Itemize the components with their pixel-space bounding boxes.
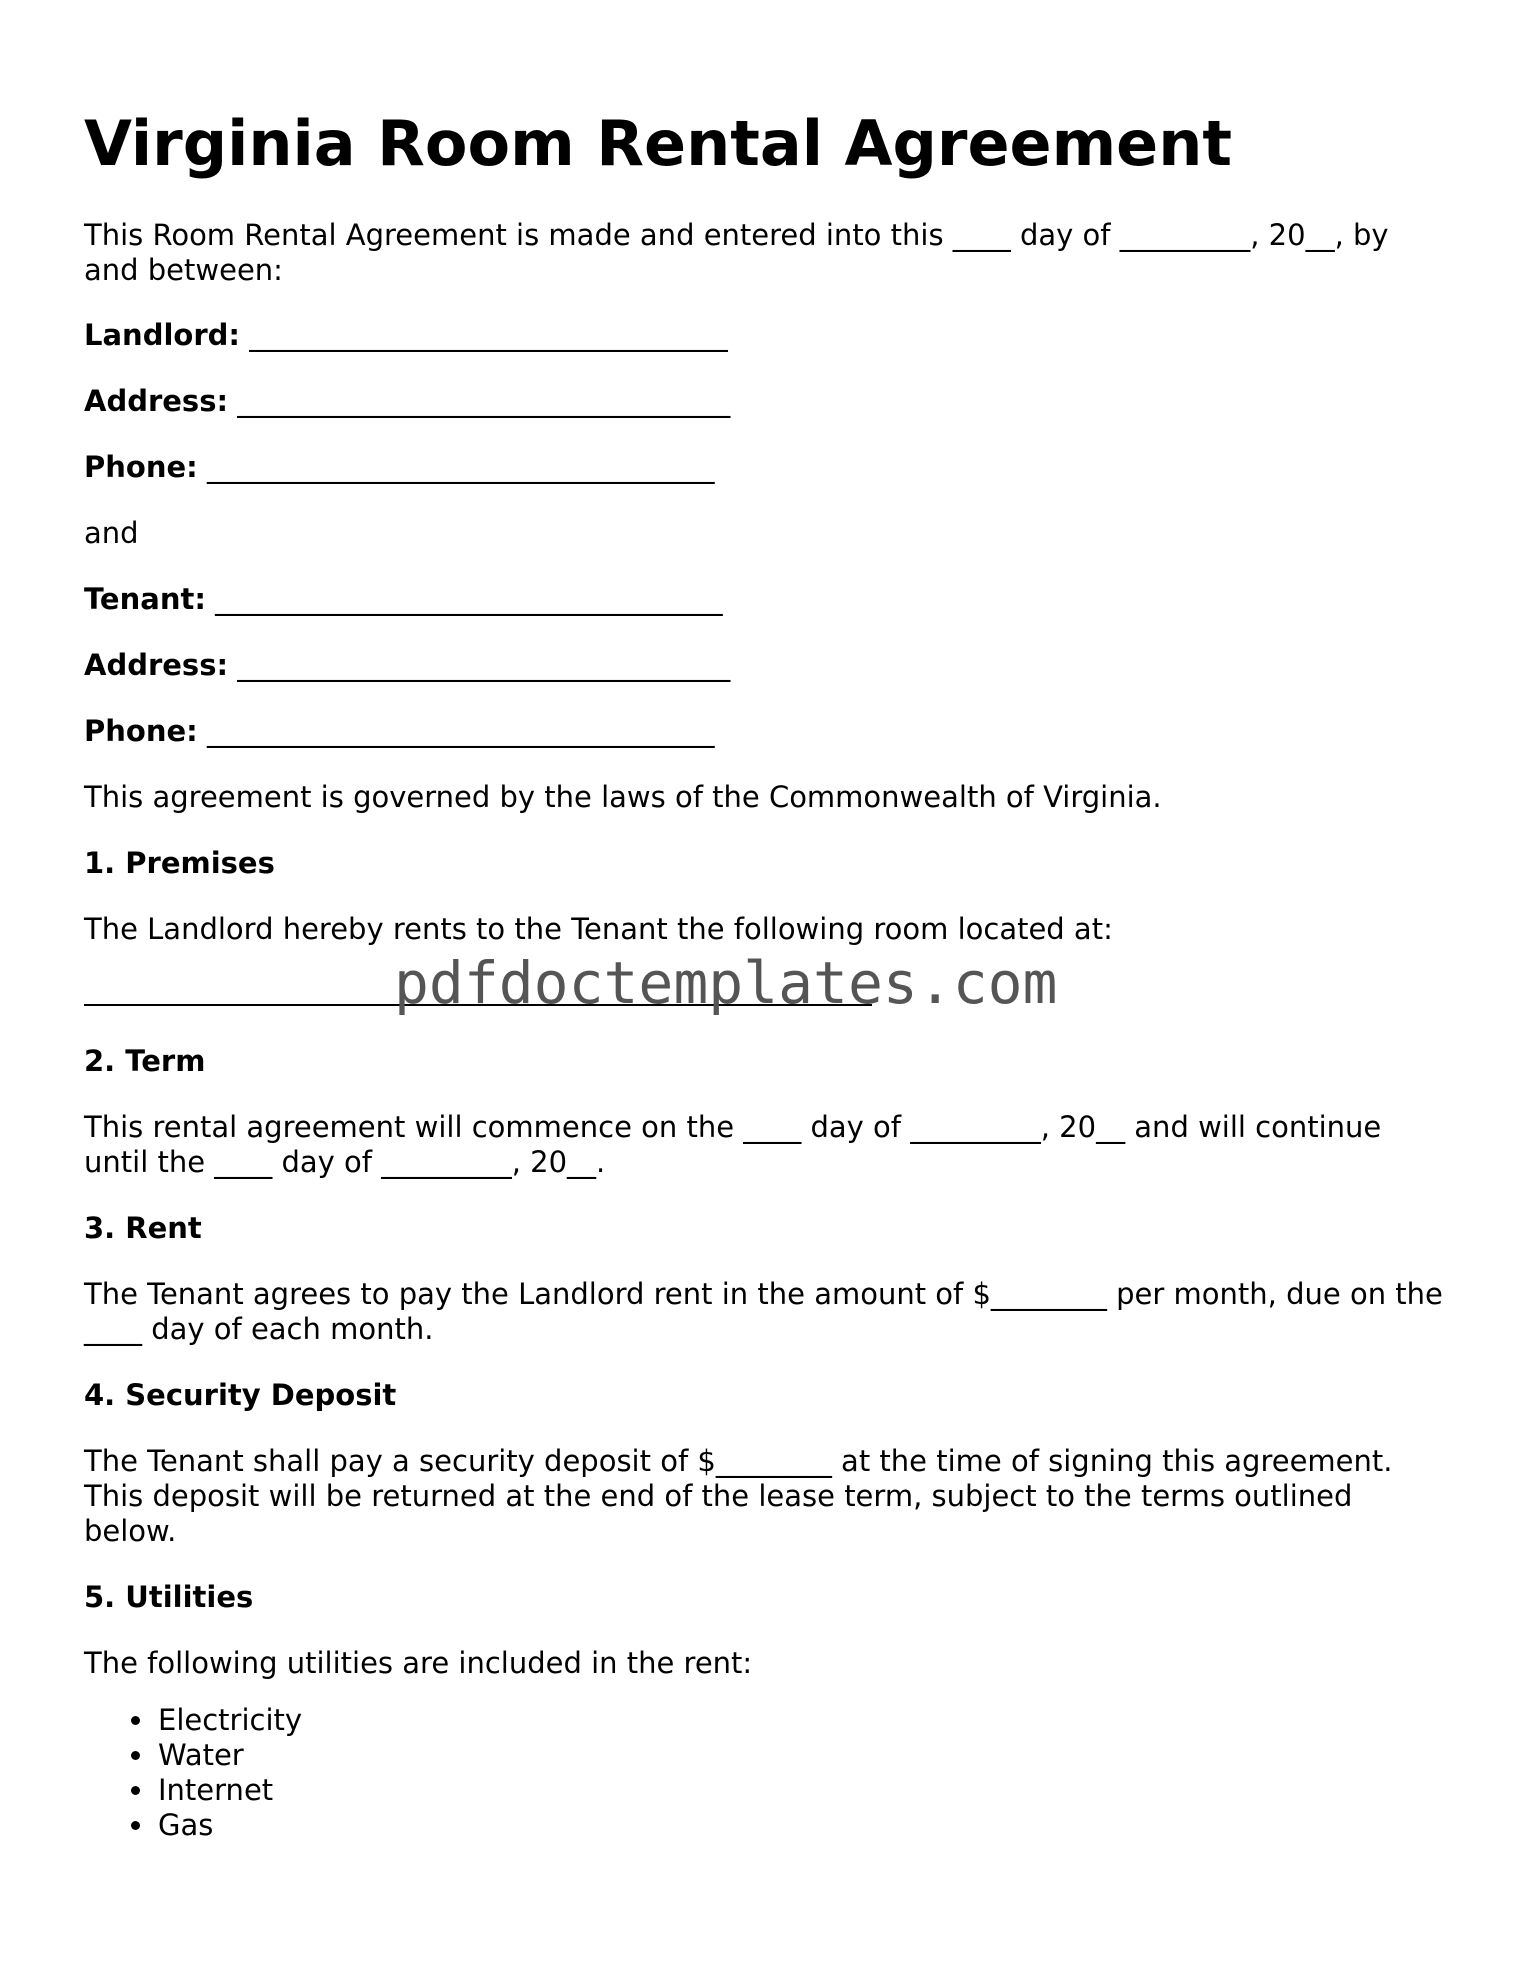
bullet-icon (131, 1751, 140, 1760)
landlord-phone-label: Phone: (84, 450, 198, 484)
landlord-blank: _________________________________ (249, 318, 728, 352)
rent-heading: 3. Rent (84, 1211, 202, 1245)
rent-text: The Tenant agrees to pay the Landlord rent in the amount of $________ per month, due on the ____ day of each month. (84, 1277, 1443, 1346)
term-heading: 2. Term (84, 1044, 206, 1078)
landlord-line (84, 318, 1448, 353)
premises-text: The Landlord hereby rents to the Tenant the following room located at: (84, 912, 1113, 946)
tenant-label: Tenant: (84, 582, 206, 616)
landlord-label: Landlord: (84, 318, 240, 352)
tenant-address-line (84, 648, 1448, 683)
utility-item-label: Electricity (158, 1703, 303, 1737)
security-deposit-text: The Tenant shall pay a security deposit of $________ at the time of signing this agreement. This deposit will be returned at the end of the lease term, subject to the terms outlined below. (84, 1444, 1393, 1548)
tenant-phone-label: Phone: (84, 714, 198, 748)
landlord-address-label: Address: (84, 384, 229, 418)
watermark-text: pdfdoctemplates.com (394, 949, 1058, 1017)
utility-item-label: Gas (158, 1808, 214, 1842)
tenant-blank: ___________________________________ (215, 582, 723, 616)
tenant-phone-blank: ___________________________________ (206, 714, 715, 748)
utility-item-label: Water (158, 1738, 244, 1772)
utilities-list (84, 1703, 302, 1843)
premises-heading: 1. Premises (84, 846, 275, 880)
tenant-address-blank: __________________________________ (237, 648, 731, 682)
list-item (84, 1703, 302, 1738)
landlord-address-line (84, 384, 1448, 419)
document-title: Virginia Room Rental Agreement (84, 107, 1232, 180)
bullet-icon (131, 1786, 140, 1795)
term-text: This rental agreement will commence on the ____ day of _________, 20__ and will continue until the ____ day of _________, 20__. (84, 1110, 1382, 1179)
list-item (84, 1808, 302, 1843)
governing-law-text: This agreement is governed by the laws of the Commonwealth of Virginia. (84, 780, 1162, 814)
bullet-icon (131, 1716, 140, 1725)
list-item (84, 1773, 302, 1808)
security-deposit-heading: 4. Security Deposit (84, 1378, 397, 1412)
list-item (84, 1738, 302, 1773)
utility-item-label: Internet (158, 1773, 274, 1807)
bullet-icon (131, 1821, 140, 1830)
intro-paragraph: This Room Rental Agreement is made and entered into this ____ day of _________, 20__, by and between: (84, 218, 1389, 287)
landlord-address-blank: __________________________________ (237, 384, 731, 418)
tenant-phone-line (84, 714, 1448, 749)
tenant-line (84, 582, 1448, 617)
landlord-phone-blank: ___________________________________ (206, 450, 715, 484)
utilities-text: The following utilities are included in the rent: (84, 1646, 753, 1680)
landlord-phone-line (84, 450, 1448, 485)
utilities-heading: 5. Utilities (84, 1580, 254, 1614)
tenant-address-label: Address: (84, 648, 229, 682)
and-text: and (84, 516, 139, 550)
